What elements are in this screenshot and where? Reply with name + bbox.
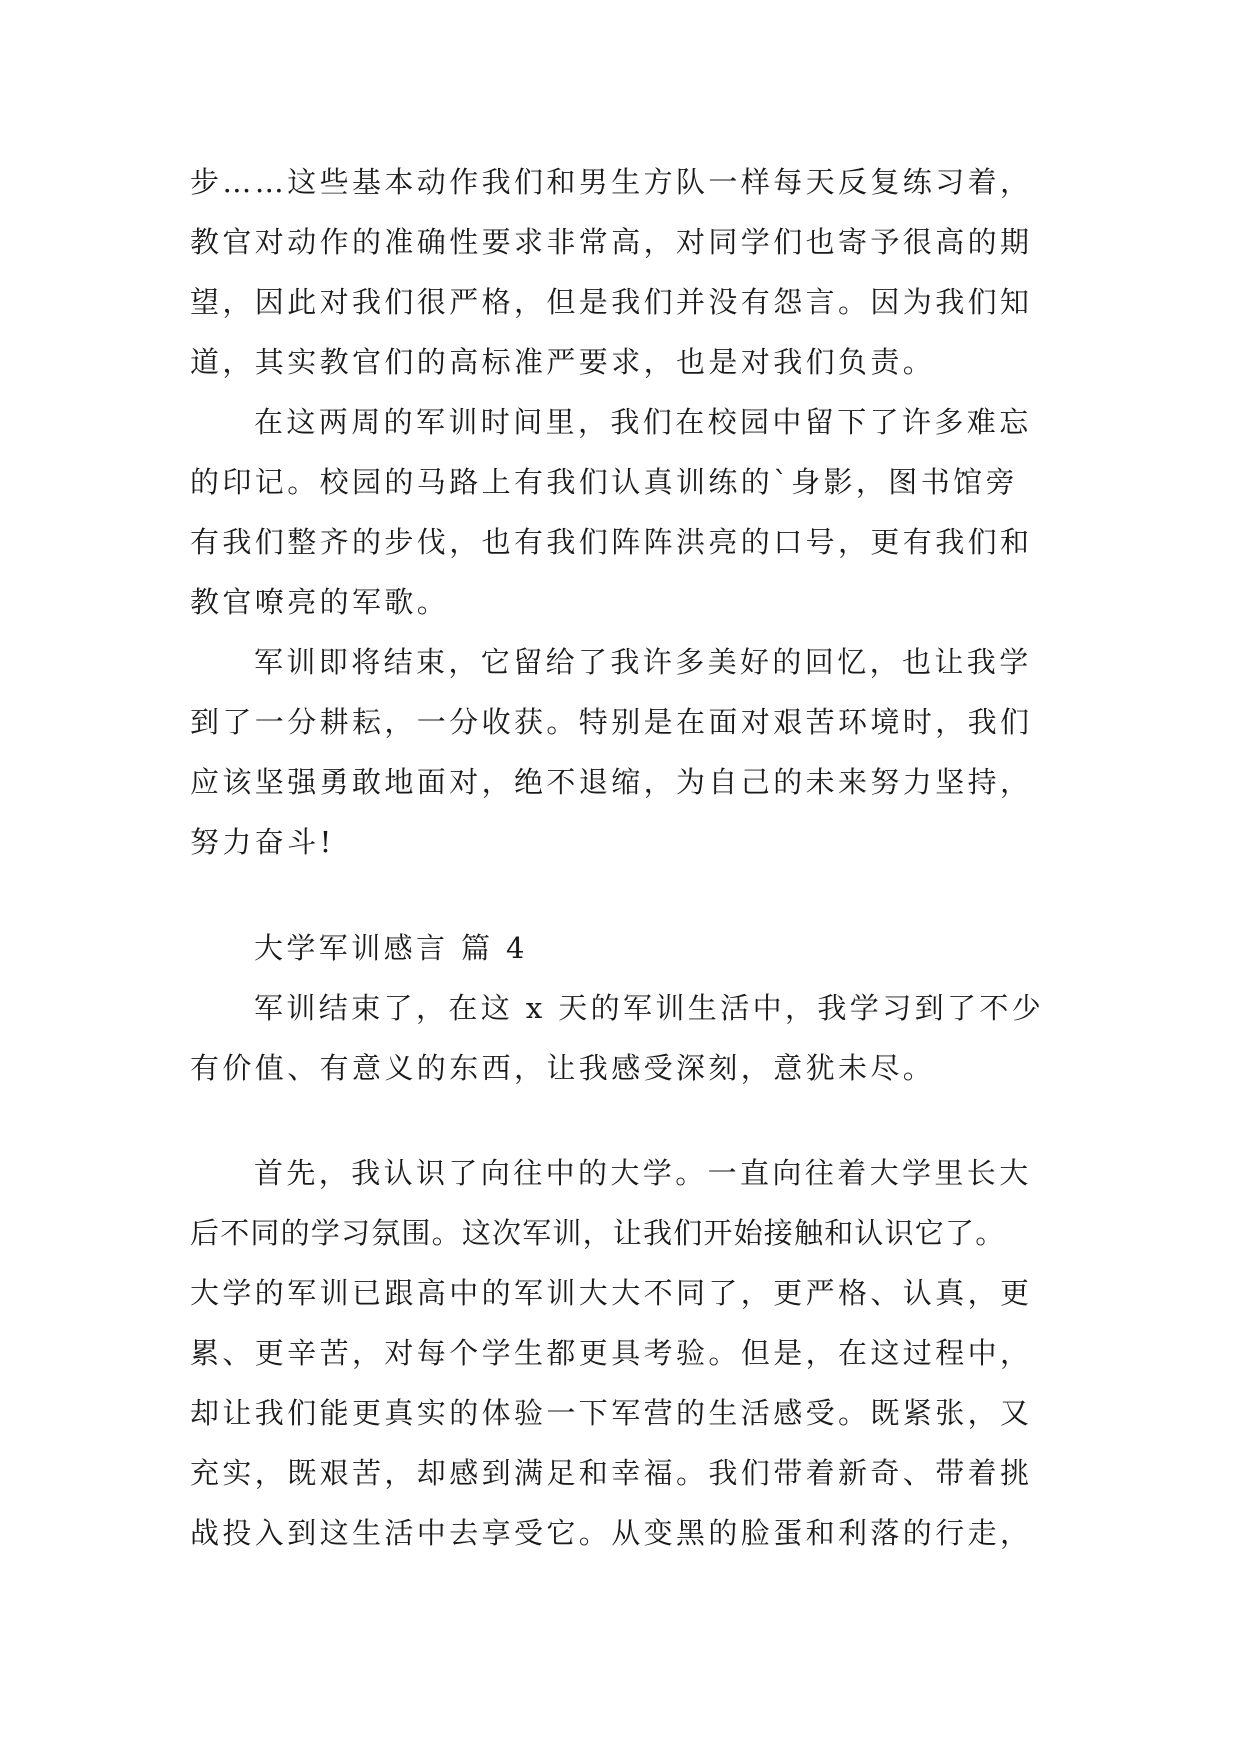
text-line: 望，因此对我们很严格，但是我们并没有怨言。因为我们知 (190, 285, 1033, 319)
text-line: 充实，既艰苦，却感到满足和幸福。我们带着新奇、带着挑 (190, 1456, 1033, 1490)
text-line: 的印记。校园的马路上有我们认真训练的`身影，图书馆旁 (190, 465, 1018, 499)
text-line: 有我们整齐的步伐，也有我们阵阵洪亮的口号，更有我们和 (190, 525, 1033, 559)
paragraph-start-line: 军训结束了，在这 x 天的军训生活中，我学习到了不少 (254, 991, 1045, 1025)
text-line: 后不同的学习氛围。这次军训，让我们开始接触和认识它了。 (190, 1216, 1006, 1250)
text-line: 却让我们能更真实的体验一下军营的生活感受。既紧张，又 (190, 1396, 1033, 1430)
paragraph-start-line: 在这两周的军训时间里，我们在校园中留下了许多难忘 (254, 405, 1032, 439)
paragraph-start-line: 首先，我认识了向往中的大学。一直向往着大学里长大 (254, 1156, 1032, 1190)
section-heading: 大学军训感言 篇 4 (254, 931, 528, 965)
text-line: 累、更辛苦，对每个学生都更具考验。但是，在这过程中， (190, 1336, 1033, 1370)
text-line: 教官对动作的准确性要求非常高，对同学们也寄予很高的期 (190, 225, 1033, 259)
text-line: 教官嘹亮的军歌。 (190, 585, 450, 619)
text-line: 努力奋斗! (190, 825, 335, 859)
text-line: 步……这些基本动作我们和男生方队一样每天反复练习着， (190, 165, 1033, 199)
text-line: 战投入到这生活中去享受它。从变黑的脸蛋和利落的行走， (190, 1516, 1033, 1550)
text-line: 有价值、有意义的东西，让我感受深刻，意犹未尽。 (190, 1051, 936, 1085)
text-line: 道，其实教官们的高标准严要求，也是对我们负责。 (190, 345, 936, 379)
text-line: 到了一分耕耘，一分收获。特别是在面对艰苦环境时，我们 (190, 705, 1033, 739)
text-line: 大学的军训已跟高中的军训大大不同了，更严格、认真，更 (190, 1276, 1033, 1310)
text-line: 应该坚强勇敢地面对，绝不退缩，为自己的未来努力坚持， (190, 765, 1033, 799)
paragraph-start-line: 军训即将结束，它留给了我许多美好的回忆，也让我学 (254, 645, 1032, 679)
